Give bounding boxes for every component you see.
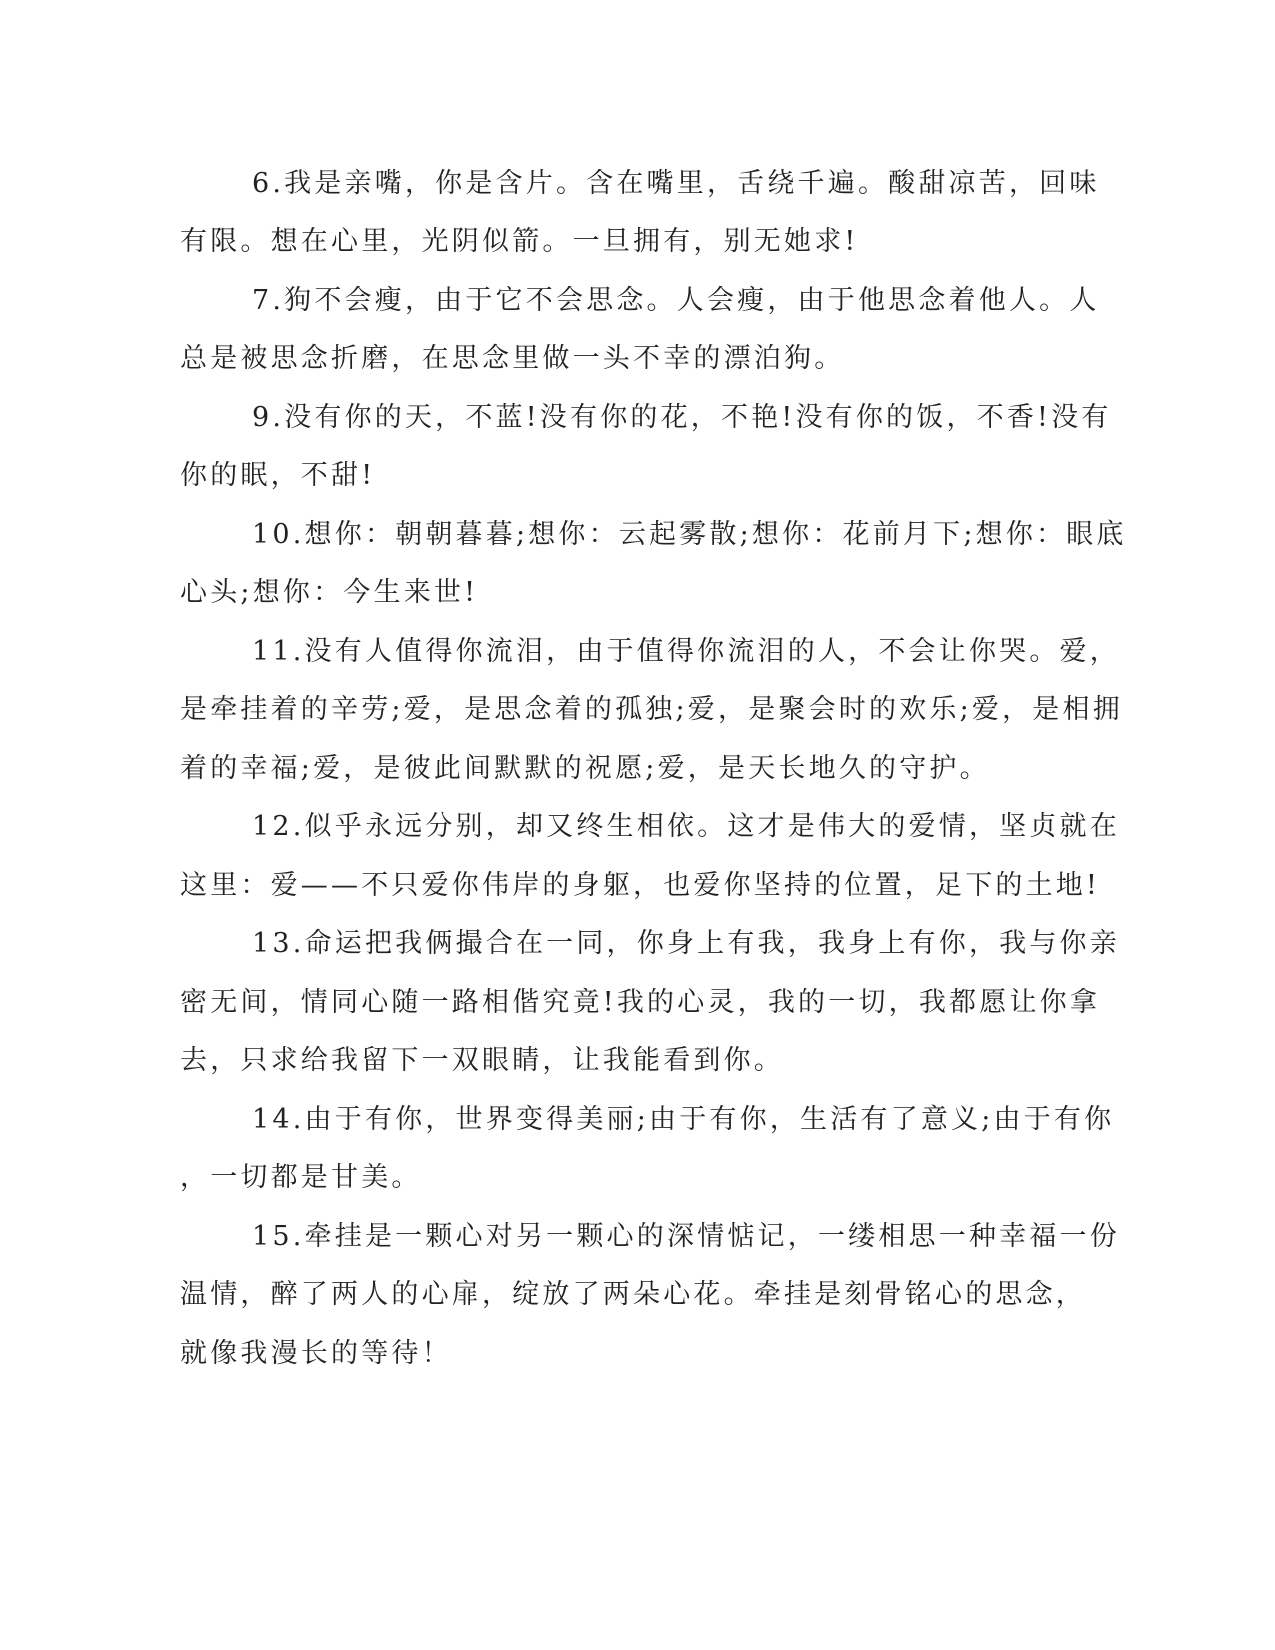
paragraph-6-line-1: 6.我是亲嘴，你是含片。含在嘴里，舌绕千遍。酸甜凉苦，回味 (252, 168, 1100, 199)
paragraph-11-line-3: 着的幸福;爱，是彼此间默默的祝愿;爱，是天长地久的守护。 (180, 753, 990, 784)
paragraph-13-line-3: 去，只求给我留下一双眼睛，让我能看到你。 (180, 1045, 784, 1076)
paragraph-7-line-2: 总是被思念折磨，在思念里做一头不幸的漂泊狗。 (180, 343, 845, 374)
paragraph-6-line-2: 有限。想在心里，光阴似箭。一旦拥有，别无她求! (180, 226, 859, 257)
paragraph-10-line-1: 10.想你：朝朝暮暮;想你：云起雾散;想你：花前月下;想你：眼底 (252, 519, 1127, 550)
paragraph-12-line-2: 这里：爱——不只爱你伟岸的身躯，也爱你坚持的位置，足下的土地! (180, 870, 1101, 901)
paragraph-7-line-1: 7.狗不会瘦，由于它不会思念。人会瘦，由于他思念着他人。人 (252, 285, 1100, 316)
paragraph-9-line-2: 你的眠，不甜! (180, 460, 376, 491)
paragraph-12-line-1: 12.似乎永远分别，却又终生相依。这才是伟大的爱情，坚贞就在 (252, 811, 1120, 842)
paragraph-10-line-2: 心头;想你：今生来世! (180, 577, 479, 608)
paragraph-14-line-2: ，一切都是甘美。 (180, 1162, 422, 1193)
paragraph-15-line-2: 温情，醉了两人的心扉，绽放了两朵心花。牵挂是刻骨铭心的思念， (180, 1279, 1086, 1310)
paragraph-15-line-3: 就像我漫长的等待！ (180, 1338, 452, 1369)
paragraph-11-line-1: 11.没有人值得你流泪，由于值得你流泪的人，不会让你哭。爱， (252, 636, 1120, 667)
paragraph-11-line-2: 是牵挂着的辛劳;爱，是思念着的孤独;爱，是聚会时的欢乐;爱，是相拥 (180, 694, 1123, 725)
paragraph-15-line-1: 15.牵挂是一颗心对另一颗心的深情惦记，一缕相思一种幸福一份 (252, 1221, 1120, 1252)
paragraph-13-line-2: 密无间，情同心随一路相偕究竟!我的心灵，我的一切，我都愿让你拿 (180, 987, 1101, 1018)
paragraph-9-line-1: 9.没有你的天，不蓝!没有你的花，不艳!没有你的饭，不香!没有 (252, 402, 1112, 433)
paragraph-13-line-1: 13.命运把我俩撮合在一同，你身上有我，我身上有你，我与你亲 (252, 928, 1120, 959)
paragraph-14-line-1: 14.由于有你，世界变得美丽;由于有你，生活有了意义;由于有你 (252, 1104, 1115, 1135)
